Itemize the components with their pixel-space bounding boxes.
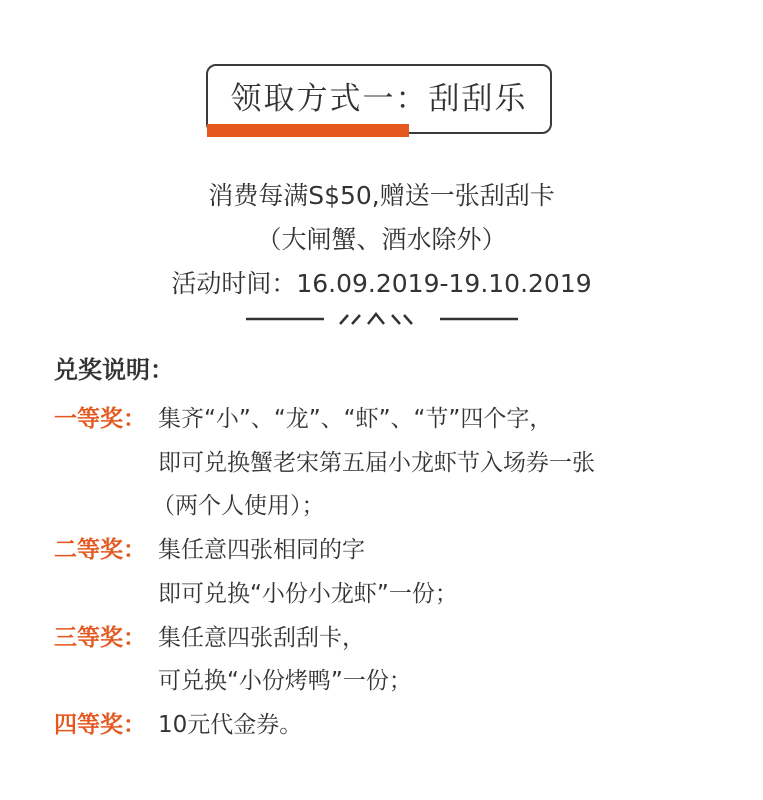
promo-period: 活动时间：16.09.2019-19.10.2019: [171, 269, 592, 298]
page-title: 领取方式一：刮刮乐: [230, 80, 528, 117]
promo-condition: 消费每满S$50,赠送一张刮刮卡: [208, 181, 555, 210]
prize-2-line-2: 即可兑换“小份小龙虾”一份；: [158, 581, 458, 607]
rules-title: 兑奖说明：: [54, 356, 174, 384]
prize-4-label: 四等奖：: [54, 712, 146, 738]
decorative-divider: [246, 308, 518, 328]
promo-exclusion: （大闸蟹、酒水除外）: [256, 225, 507, 254]
prize-1-line-2: 即可兑换蟹老宋第五届小龙虾节入场券一张: [158, 450, 595, 476]
prize-3-label: 三等奖：: [54, 625, 146, 651]
prize-1-line-3: （两个人使用）；: [152, 493, 325, 519]
prize-3-line-1: 集任意四张刮刮卡，: [158, 625, 365, 651]
prize-1-line-1: 集齐“小”、“龙”、“虾”、“节”四个字，: [158, 406, 553, 432]
prize-3-line-2: 可兑换“小份烤鸭”一份；: [158, 668, 412, 694]
prize-2-label: 二等奖：: [54, 537, 146, 563]
prize-1-label: 一等奖：: [54, 406, 146, 432]
divider-ornament: [340, 314, 412, 324]
prize-2-line-1: 集任意四张相同的字: [158, 537, 365, 563]
prize-4-line-1: 10元代金券。: [158, 712, 303, 738]
